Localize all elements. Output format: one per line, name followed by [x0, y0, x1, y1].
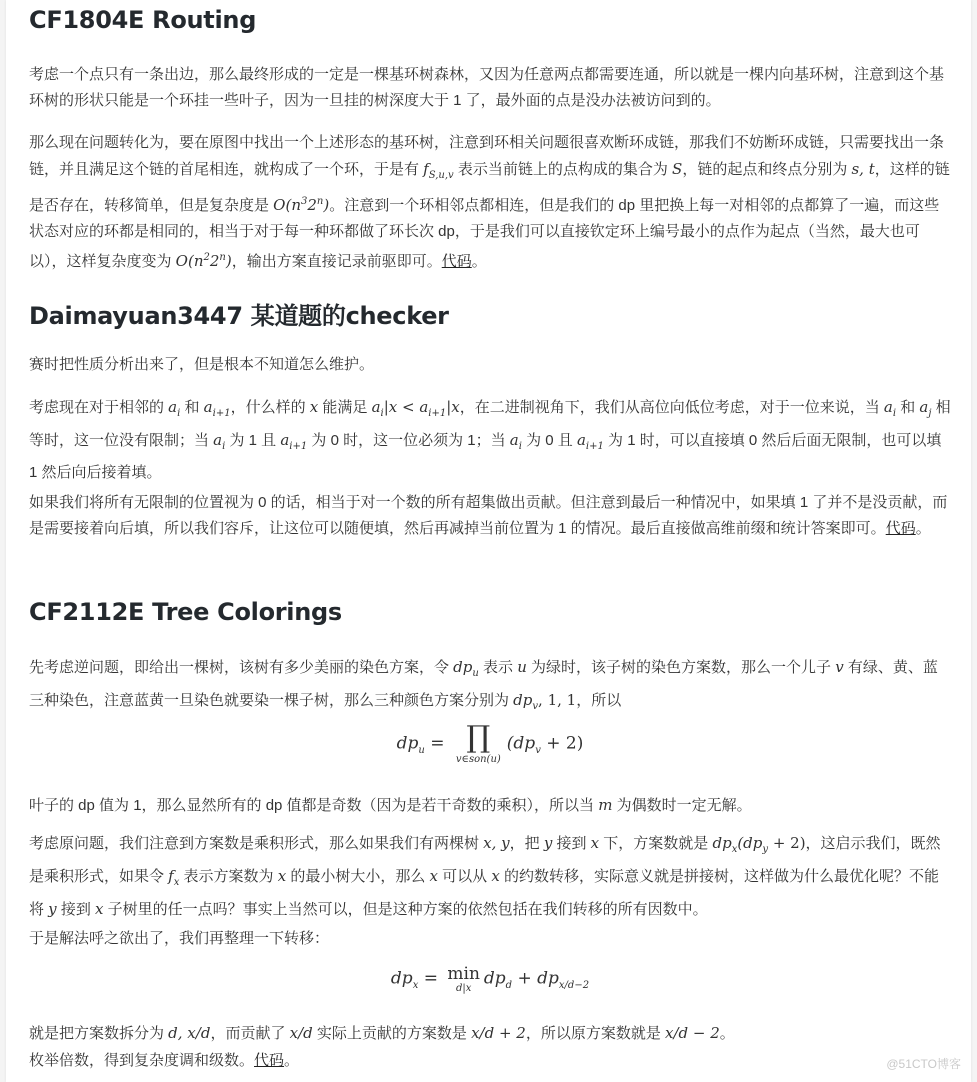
section-title-tree-colorings: CF2112E Tree Colorings [29, 598, 342, 626]
product-symbol: ∏ v∈son(u) [455, 720, 501, 765]
checker-paragraph-2: 考虑现在对于相邻的 $a_i$ 和 $a_{i+1}$，什么样的 x 能满足 $a_i|x < a_{i+1}|x$，在二进制视角下，我们从高位向低位考虑，对于一位来说，当 $a_i$ 和 $a_j$ 相等时，这一位没有限制；当 $a_i$ 为 1 且 $a_{i+1}$ 为 0 时，这一位必须为 1；当 $a_i$ 为 0 且 $a_{i+1}$ 为 1 时，可以直接填 0 然后后面无限制，也可以填 1 然后向后接着填。 [29, 398, 951, 481]
formula-dp-product: $dp_u$ = ∏ v∈son(u) $(dp_v + 2)$ [396, 720, 584, 765]
tree-paragraph-1: 先考虑逆问题，即给出一棵树，该树有多少美丽的染色方案，令 $dp_u$ 表示 u 为绿时，该子树的染色方案数，那么一个儿子 v 有绿、黄、蓝三种染色，注意蓝黄一旦染色就要染一棵子树，那么三种颜色方案分别为 $dp_v$, 1, 1，所以 [29, 658, 938, 712]
tree-paragraph-2: 叶子的 dp 值为 1，那么显然所有的 dp 值都是奇数（因为是若干奇数的乘积），所以当 m 为偶数时一定无解。 [29, 796, 752, 814]
checker-paragraph-3: 如果我们将所有无限制的位置视为 0 的话，相当于对一个数的所有超集做出贡献。但注意到最后一种情况中，如果填 1 了并不是没贡献，而是需要接着向后填，所以我们容斥，让这位可以随便填，然后再减掉当前位置为 1 的情况。最后直接做高维前缀和统计答案即可。代码。 [29, 494, 948, 537]
section-title-routing: CF1804E Routing [29, 6, 257, 34]
code-link-routing[interactable]: 代码 [441, 253, 472, 270]
formula-dp-min: $dp_x$ = min d|x $dp_d + dp_{x/d-2}$ [390, 964, 590, 994]
routing-paragraph-1: 考虑一个点只有一条出边，那么最终形成的一定是一棵基环树森林，又因为任意两点都需要连通，所以就是一棵内向基环树，注意到这个基环树的形状只能是一个环挂一些叶子，因为一旦挂的树深度大于 1 了，最外面的点是没办法被访问到的。 [29, 66, 945, 109]
tree-paragraph-4: 于是解法呼之欲出了，我们再整理一下转移： [29, 930, 330, 947]
min-operator: min d|x [447, 964, 480, 994]
tree-paragraph-3: 考虑原问题，我们注意到方案数是乘积形式，那么如果我们有两棵树 x, y，把 y 接到 x 下，方案数就是 $dp_x(dp_y + 2)$，这启示我们，既然是乘积形式，如果令 $f_x$ 表示方案数为 x 的最小树大小，那么 x 可以从 x 的约数转移，实际意义就是拼接树，这样做为什么最优化呢？不能将 y 接到 x 子树里的任一点吗？事实上当然可以，但是这种方案的依然包括在我们转移的所有因数中。 [29, 834, 941, 918]
section-title-checker: Daimayuan3447 某道题的checker [29, 302, 449, 330]
code-link-tree-colorings[interactable]: 代码 [254, 1052, 285, 1069]
routing-paragraph-2: 那么现在问题转化为，要在原图中找出一个上述形态的基环树，注意到环相关问题很喜欢断环成链，那我们不妨断环成链，只需要找出一条链，并且满足这个链的首尾相连，就构成了一个环，于是有 $f_{S,u,v}$ 表示当前链上的点构成的集合为 S，链的起点和终点分别为 s, t，这样的链是否存在，转移简单，但是复杂度是 $O(n^32^n)$。注意到一个环相邻点都相连，但是我们的 dp 里把换上每一对相邻的点都算了一遍，而这些状态对应的环都是相同的，相当于对于每一种环都做了环长次 dp，于是我们可以直接钦定环上编号最小的点作为起点（当然，最大也可以），这样复杂度变为 $O(n^22^n)$，输出方案直接记录前驱即可。代码。 [29, 134, 950, 270]
checker-paragraph-1: 赛时把性质分析出来了，但是根本不知道怎么维护。 [29, 356, 375, 373]
code-link-checker[interactable]: 代码 [885, 520, 916, 537]
article-page [6, 0, 971, 1082]
tree-paragraph-6: 枚举倍数，得到复杂度调和级数。代码。 [29, 1052, 300, 1069]
tree-paragraph-5: 就是把方案数拆分为 d, x/d，而贡献了 x/d 实际上贡献的方案数是 x/d + 2，所以原方案数就是 x/d − 2。 [29, 1024, 735, 1042]
watermark: @51CTO博客 [886, 1057, 961, 1071]
